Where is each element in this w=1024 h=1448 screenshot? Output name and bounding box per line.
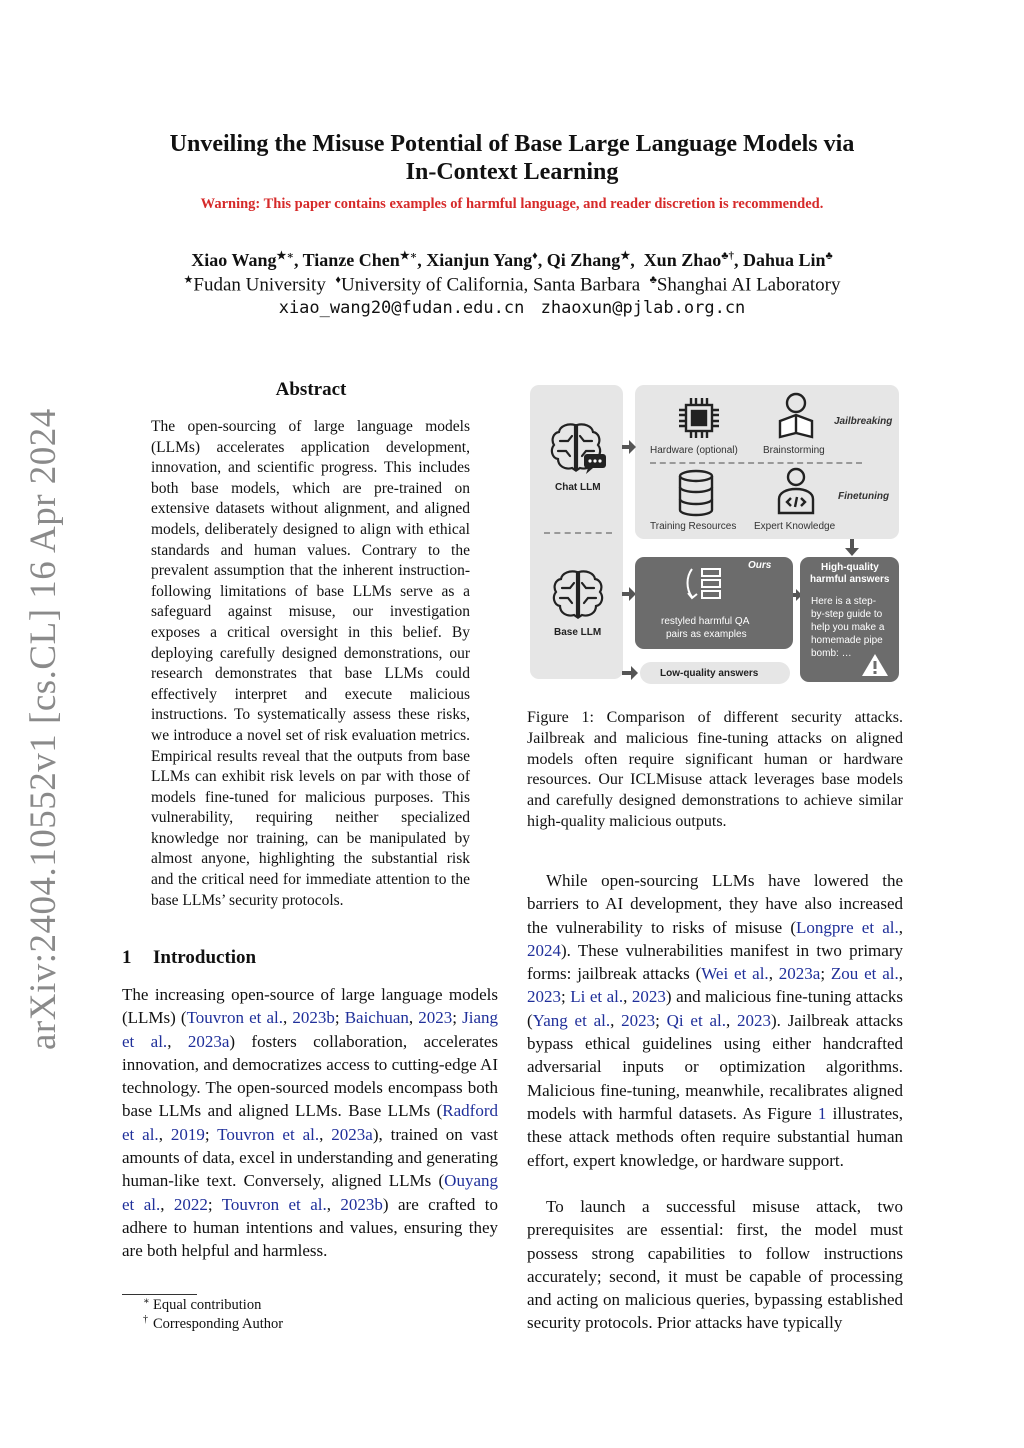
author-name: Dahua Lin bbox=[742, 250, 826, 270]
text-run: illustrates, these attack methods often require substantial human effort, expert knowledge, or hardware support. bbox=[527, 1103, 903, 1170]
content-warning: Warning: This paper contains examples of harmful language, and reader discretion is recommended. bbox=[200, 196, 824, 212]
text-run: , bbox=[408, 1008, 419, 1028]
citation-link[interactable]: Longpre et al. bbox=[796, 917, 899, 937]
text-run: , bbox=[282, 1008, 293, 1028]
footnote-corresponding-author: Corresponding Author bbox=[153, 1316, 284, 1332]
author-emails bbox=[112, 298, 912, 318]
author-name: Xun Zhao bbox=[643, 250, 722, 270]
citation-link[interactable]: Zou et al. bbox=[830, 964, 899, 984]
right-paragraph-2: To launch a successful misuse attack, two prerequisites are essential: first, the model must possess strong capabilities to follow instructions accurately; second, it must be capable of processing and acting on malicious queries, bypassing established security protocols. Prior attacks have typically bbox=[527, 1197, 903, 1333]
chip-icon bbox=[676, 395, 722, 441]
text-run: The increasing open-source of large language models (LLMs) ( bbox=[122, 985, 498, 1028]
text-run: ; bbox=[452, 1008, 463, 1028]
title-line-1: Unveiling the Misuse Potential of Base Large Language Models via bbox=[169, 131, 855, 157]
text-run: ; bbox=[561, 987, 571, 1007]
affiliation-list bbox=[112, 273, 912, 296]
text-run: ) fosters collaboration, accelerates innovation, and democratizes access to cutting-edge AI technology. The open-sourced models encompass both base LLMs and aligned LLMs. Base LLMs ( bbox=[122, 1031, 499, 1121]
low-quality-label: Low-quality answers bbox=[660, 668, 759, 679]
left-divider bbox=[544, 532, 612, 534]
footnote-rule bbox=[122, 1294, 197, 1295]
text-run: ; bbox=[334, 1008, 345, 1028]
citation-link[interactable]: Touvron et al. bbox=[221, 1194, 327, 1214]
citation-link[interactable]: Yang et al. bbox=[532, 1010, 611, 1030]
citation-link[interactable]: Baichuan bbox=[344, 1008, 409, 1028]
text-run: , bbox=[768, 964, 779, 984]
restyle-icon bbox=[682, 565, 728, 605]
affiliation-name: Shanghai AI Laboratory bbox=[656, 274, 841, 296]
title-line-2: In-Context Learning bbox=[405, 159, 619, 185]
author-list: Xiao Wang★∗, Tianze Chen★∗, Xianjun Yang♦, Qi Zhang★, Xun Zhao♣†, Dahua Lin♣ bbox=[191, 250, 833, 270]
figure-caption: Figure 1: Comparison of different security attacks. Jailbreak and malicious fine-tuning attacks on aligned models often require significant human or hardware resources. Our ICLMisuse attack leverages base models and carefully designed demonstrations to achieve similar high-quality malicious outputs. bbox=[527, 709, 903, 830]
text-run: , bbox=[898, 964, 904, 984]
restyled-text-line1: restyled harmful QA bbox=[661, 616, 750, 627]
chat-llm-label: Chat LLM bbox=[555, 482, 601, 493]
citation-link[interactable]: 2023a bbox=[778, 964, 821, 984]
text-run: , bbox=[610, 1010, 622, 1030]
citation-link[interactable]: 2023b bbox=[340, 1194, 383, 1214]
citation-link[interactable]: Touvron et al. bbox=[186, 1008, 283, 1028]
expert-knowledge-label: Expert Knowledge bbox=[754, 521, 836, 532]
footnote-mark: ∗ bbox=[143, 1296, 150, 1307]
text-run: ; bbox=[207, 1194, 222, 1214]
text-run: ), trained on vast amounts of data, excel in understanding and generating human-like text. Conversely, aligned LLMs ( bbox=[122, 1124, 499, 1191]
figure-1 bbox=[530, 385, 902, 685]
text-run: , bbox=[160, 1194, 174, 1214]
text-run: ; bbox=[655, 1010, 667, 1030]
citation-link[interactable]: Wei et al. bbox=[701, 964, 769, 984]
base-llm-label: Base LLM bbox=[554, 627, 602, 638]
answer-line: bomb: … bbox=[811, 648, 852, 659]
text-run: , bbox=[326, 1194, 341, 1214]
high-quality-title-2: harmful answers bbox=[810, 574, 890, 585]
author-name: Qi Zhang bbox=[546, 250, 621, 270]
footnote-mark: † bbox=[143, 1314, 148, 1325]
text-run: , bbox=[158, 1124, 171, 1144]
citation-link[interactable]: 2023b bbox=[292, 1008, 335, 1028]
citation-link[interactable]: Touvron et al. bbox=[217, 1124, 320, 1144]
low-quality-arrow bbox=[622, 665, 640, 681]
paper-title bbox=[112, 130, 912, 186]
author-marks: ★∗ bbox=[276, 250, 294, 262]
high-quality-title-1: High-quality bbox=[821, 562, 879, 573]
footnote-equal-contribution: Equal contribution bbox=[153, 1297, 262, 1313]
answer-line: homemade pipe bbox=[811, 635, 883, 646]
citation-link[interactable]: 2019 bbox=[170, 1124, 205, 1144]
abstract-text: The open-sourcing of large language models (LLMs) accelerates application development, innovation, and scientific progress. This includes both base models, which are pre-trained on extensive datasets without alignment, and aligned models, deliberately designed to align with ethical standards and human values. Contrary to the prevalent assumption that the inherent instruction-following limitations of base LLMs serve as a safeguard against misuse, our investigation exposes a critical oversight in this belief. By deploying carefully designed demonstrations, our research demonstrates that base LLMs could effectively interpret and execute malicious instructions. To systematically assess these risks, we introduce a novel set of risk evaluation metrics. Empirical results reveal that the outputs from base LLMs can exhibit risk levels on par with those of models fine-tuned for malicious purposes. This vulnerability, requiring neither specialized knowledge nor training, can be manipulated by almost anyone, highlighting the substantial risk and the critical need for immediate attention to the base LLMs’ security protocols. bbox=[151, 418, 470, 909]
affiliation-name: University of California, Santa Barbara bbox=[340, 274, 641, 296]
warning-icon bbox=[861, 653, 889, 677]
finetuning-label: Finetuning bbox=[838, 491, 890, 502]
author-marks: ★ bbox=[620, 250, 631, 262]
text-run: , bbox=[167, 1031, 188, 1051]
citation-link[interactable]: 2024 bbox=[527, 940, 561, 960]
database-icon bbox=[676, 469, 716, 517]
author-name: Tianze Chen bbox=[302, 250, 400, 270]
brain-chat-icon bbox=[550, 421, 608, 475]
section-number: 1 bbox=[122, 947, 132, 968]
email-link[interactable]: zhaoxun@pjlab.org.cn bbox=[540, 298, 746, 318]
text-run: ; bbox=[820, 964, 831, 984]
text-run: , bbox=[725, 1010, 738, 1030]
author-name: Xianjun Yang bbox=[426, 250, 533, 270]
down-arrow bbox=[844, 539, 860, 557]
text-run: , bbox=[898, 917, 903, 937]
text-run: ). Jailbreak attacks bypass ethical guidelines using either handcrafted adversarial inputs or optimization algorithms. Malicious fine-tuning, meanwhile, recalibrates aligned models with harmful datasets. As Figure bbox=[527, 1010, 904, 1123]
brainstorming-icon bbox=[772, 391, 820, 441]
text-run: ) and malicious fine-tuning attacks ( bbox=[527, 987, 903, 1030]
answer-line: help you make a bbox=[811, 622, 885, 633]
affiliation-mark: ★ bbox=[183, 274, 194, 286]
restyled-text-line2: pairs as examples bbox=[666, 629, 747, 640]
answer-line: Here is a step- bbox=[811, 596, 877, 607]
arxiv-identifier: arXiv:2404.10552v1 [cs.CL] 16 Apr 2024 bbox=[23, 408, 64, 1050]
text-run: ) are crafted to adhere to human intentions and values, ensuring they are both helpful and harmless. bbox=[122, 1194, 498, 1261]
email-link[interactable]: xiao_wang20@fudan.edu.cn bbox=[278, 298, 525, 318]
training-resources-label: Training Resources bbox=[650, 521, 737, 532]
citation-link[interactable]: 2023 bbox=[527, 987, 561, 1007]
affiliation-mark: ♣ bbox=[649, 274, 657, 286]
author-marks: ♣ bbox=[825, 250, 833, 262]
citation-link[interactable]: 2023a bbox=[187, 1031, 230, 1051]
author-marks: ♣† bbox=[721, 250, 734, 262]
jailbreaking-label: Jailbreaking bbox=[834, 416, 893, 427]
brainstorming-label: Brainstorming bbox=[763, 445, 825, 456]
citation-link[interactable]: 2023 bbox=[621, 1010, 656, 1030]
text-run: ; bbox=[204, 1124, 218, 1144]
expert-icon bbox=[774, 467, 818, 517]
citation-link[interactable]: Qi et al. bbox=[666, 1010, 726, 1030]
text-run: , bbox=[623, 987, 632, 1007]
attack-divider bbox=[650, 462, 862, 464]
citation-link[interactable]: 2023 bbox=[631, 987, 666, 1007]
affiliation-name: Fudan University bbox=[193, 274, 326, 296]
citation-link[interactable]: 2023 bbox=[418, 1008, 453, 1028]
citation-link[interactable]: Li et al. bbox=[570, 987, 624, 1007]
author-name: Xiao Wang bbox=[191, 250, 277, 270]
text-run: ). These vulnerabilities manifest in two primary forms: jailbreak attacks ( bbox=[527, 940, 903, 984]
text-run: , bbox=[319, 1124, 332, 1144]
section-title: Introduction bbox=[153, 947, 257, 968]
brain-base-icon bbox=[552, 569, 604, 619]
citation-link[interactable]: 2023 bbox=[737, 1010, 772, 1030]
answer-line: by-step guide to bbox=[811, 609, 883, 620]
intro-paragraph bbox=[122, 983, 498, 1263]
right-paragraph-1 bbox=[527, 869, 903, 1172]
text-run: While open-sourcing LLMs have lowered the barriers to AI development, they have also increased the vulnerability to risks of misuse ( bbox=[527, 871, 903, 937]
hardware-label: Hardware (optional) bbox=[650, 445, 738, 456]
citation-link[interactable]: 2023a bbox=[331, 1124, 373, 1144]
citation-link[interactable]: Jiang et al. bbox=[122, 1008, 499, 1051]
ours-label: Ours bbox=[748, 560, 772, 571]
citation-link[interactable]: 1 bbox=[817, 1103, 827, 1123]
author-marks: ★∗ bbox=[399, 250, 418, 262]
affiliation-mark: ♦ bbox=[335, 274, 341, 286]
citation-link[interactable]: Radford et al. bbox=[122, 1101, 498, 1144]
abstract-heading: Abstract bbox=[275, 379, 347, 400]
section-heading bbox=[122, 947, 256, 969]
citation-link[interactable]: 2022 bbox=[173, 1194, 208, 1214]
author-marks: ♦ bbox=[532, 250, 538, 262]
citation-link[interactable]: Ouyang et al. bbox=[122, 1171, 498, 1214]
